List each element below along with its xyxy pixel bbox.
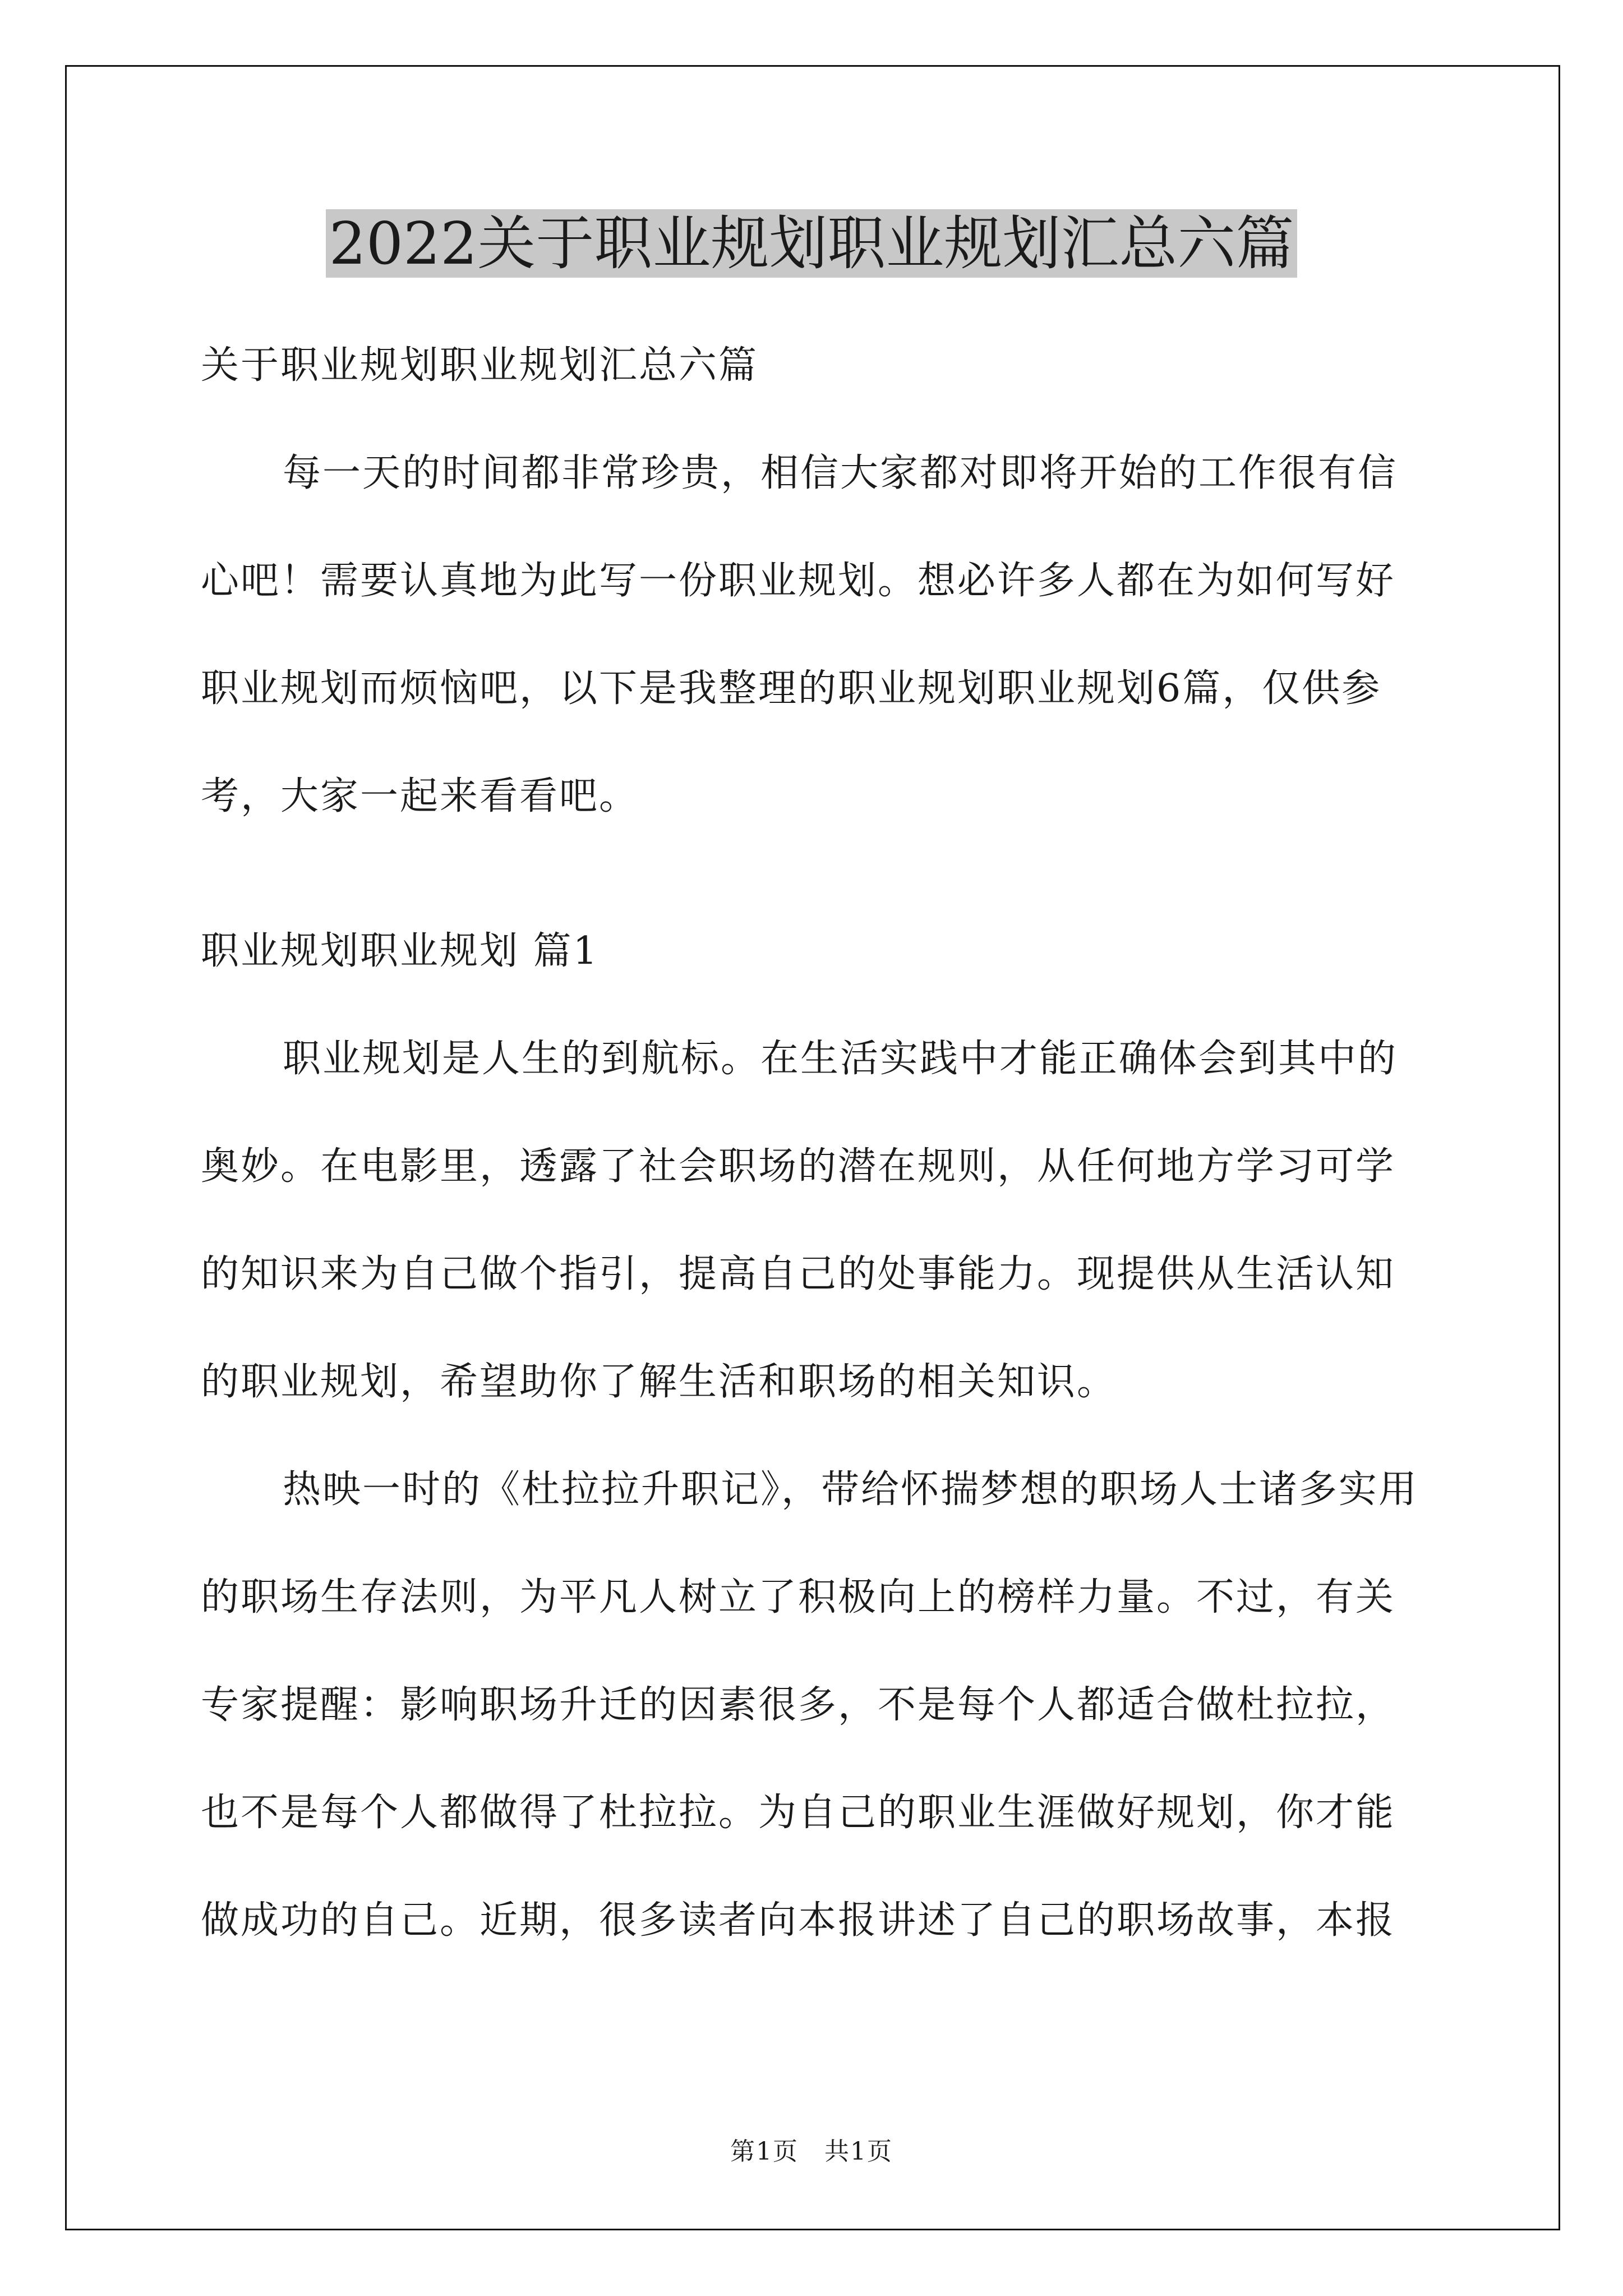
paragraph-line: 热映一时的《杜拉拉升职记》，带给怀揣梦想的职场人士诸多实用 (283, 1467, 1419, 1512)
paragraph-1 (201, 1005, 1423, 1436)
intro-line: 每一天的时间都非常珍贵，相信大家都对即将开始的工作很有信 (283, 451, 1398, 495)
paragraph-line: 奥妙。在电影里，透露了社会职场的潜在规则，从任何地方学习可学 (201, 1144, 1396, 1189)
intro-paragraph (201, 420, 1423, 850)
page-number-footer: 第1页 共1页 (730, 2137, 893, 2166)
paragraph-line: 专家提醒：影响职场升迁的因素很多，不是每个人都适合做杜拉拉， (201, 1683, 1396, 1727)
intro-line: 考，大家一起来看看吧。 (201, 774, 639, 818)
intro-line: 心吧！需要认真地为此写一份职业规划。想必许多人都在为如何写好 (201, 559, 1396, 603)
paragraph-line: 做成功的自己。近期，很多读者向本报讲述了自己的职场故事，本报 (201, 1898, 1396, 1943)
intro-line: 职业规划而烦恼吧，以下是我整理的职业规划职业规划6篇，仅供参 (201, 666, 1382, 711)
paragraph-line: 的职业规划，希望助你了解生活和职场的相关知识。 (201, 1360, 1117, 1404)
section-spacer (201, 850, 1423, 898)
paragraph-line: 职业规划是人生的到航标。在生活实践中才能正确体会到其中的 (283, 1037, 1398, 1081)
paragraph-line: 的职场生存法则，为平凡人树立了积极向上的榜样力量。不过，有关 (201, 1575, 1396, 1619)
paragraph-line: 的知识来为自己做个指引，提高自己的处事能力。现提供从生活认知 (201, 1252, 1396, 1296)
paragraph-2 (201, 1436, 1423, 1975)
section-heading: 职业规划职业规划 篇1 (201, 929, 599, 973)
document-subtitle: 关于职业规划职业规划汇总六篇 (201, 343, 759, 388)
document-title (0, 204, 1623, 283)
document-body (201, 312, 1423, 1975)
paragraph-line: 也不是每个人都做得了杜拉拉。为自己的职业生涯做好规划，你才能 (201, 1791, 1396, 1835)
document-title-text: 2022关于职业规划职业规划汇总六篇 (326, 209, 1298, 278)
